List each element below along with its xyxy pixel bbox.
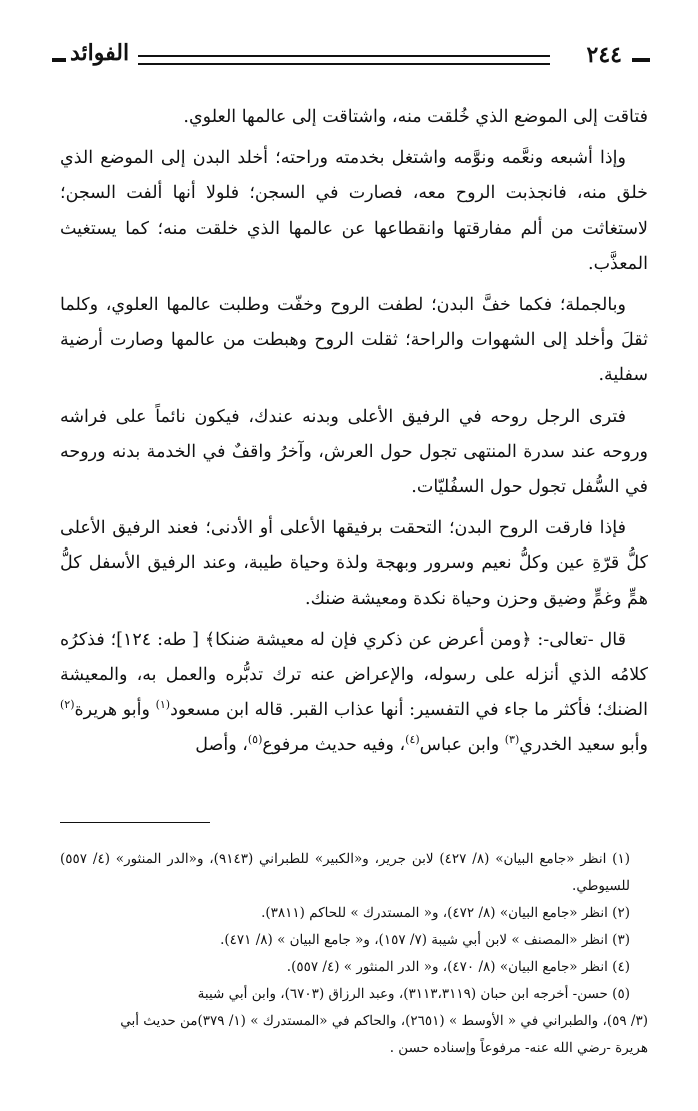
footnote-4: (٤) انظر «جامع البيان» (٨/ ٤٧٠)، و« الدر المنثور » (٤/ ٥٥٧).: [286, 959, 630, 975]
text-segment: وأبو هريرة: [74, 700, 156, 721]
paragraph-5: فإذا فارقت الروح البدن؛ التحقت برفيقها الأعلى أو الأدنى؛ فعند الرفيق الأعلى كلُّ قرّةِ عين وكلُّ نعيم وسرور وبهجة ولذة وحياة طيبة، وعند الرفيق الأسفل كلُّ همٍّ وغمٍّ وضيق وحزن وحياة نكدة ومعيشة ضنك.: [60, 518, 648, 609]
page-number: ٢٤٤: [586, 42, 622, 68]
footnote-ref-4[interactable]: (٤): [405, 733, 420, 747]
text-segment: [ طه: ١٢٤]؛ فذكرُه كلامُه الذي أنزله على رسوله، والإعراض عنه ترك تدبُّره والعمل به، والمعيشة الضنك؛ فأكثر ما جاء في التفسير: أنها عذاب القبر. قاله ابن مسعود: [60, 629, 648, 721]
footnote-ref-5[interactable]: (٥): [247, 733, 263, 747]
text-segment: ، وأصل: [195, 735, 248, 756]
footnote-5-line-1: (٥) حسن- أخرجه ابن حبان (٣١١٣،٣١١٩)، وعبد الرزاق (٦٧٠٣)، وابن أبي شيبة: [197, 986, 630, 1002]
book-title: الفوائد: [70, 40, 130, 66]
paragraph-1: فتاقت إلى الموضع الذي خُلقت منه، واشتاقت إلى عالمها العلوي.: [183, 107, 648, 127]
paragraph-6: [60, 623, 648, 764]
footnote-5-line-2: (٣/ ٥٩)، والطبراني في « الأوسط » (٢٦٥١)، والحاكم في «المستدرك » (١/ ٣٧٩)من حديث أبي: [120, 1013, 648, 1029]
header-dash-left: [52, 58, 66, 62]
footnote-ref-3[interactable]: (٣): [504, 733, 520, 747]
footnote-5-line-3: هريرة -رضي الله عنه- مرفوعاً وإسناده حسن .: [389, 1040, 648, 1056]
page-header: [52, 38, 652, 78]
footnote-2: (٢) انظر «جامع البيان» (٨/ ٤٧٢)، و« المستدرك » للحاكم (٣٨١١).: [261, 905, 630, 921]
footnotes: [60, 846, 648, 1062]
footnote-ref-1[interactable]: (١): [155, 698, 171, 712]
text-segment: وأبو سعيد الخدري: [519, 735, 648, 756]
footnote-separator: [60, 822, 210, 823]
header-double-rule: [138, 55, 550, 65]
footnote-1: (١) انظر «جامع البيان» (٨/ ٤٢٧) لابن جرير، و«الكبير» للطبراني (٩١٤٣)، و«الدر المنثور» (٤/ ٥٥٧) للسيوطي.: [60, 851, 630, 894]
text-segment: قال -تعالى-:: [531, 629, 626, 650]
paragraph-2: وإذا أشبعه ونعَّمه ونوَّمه واشتغل بخدمته وراحته؛ أخلد البدن إلى الموضع الذي خلق منه، فانجذبت الروح معه، فصارت في السجن؛ فلولا أنها ألفت السجن؛ لاستغاثت من ألم مفارقتها وانقطاعها عن عالمها الذي خلقت منه؛ كما يستغيث المعذَّب.: [60, 148, 648, 274]
footnote-ref-2[interactable]: (٢): [60, 698, 75, 712]
quran-verse: ﴿ومن أعرض عن ذكري فإن له معيشة ضنكا﴾: [204, 629, 532, 650]
text-segment: وابن عباس: [419, 735, 505, 756]
paragraph-3: وبالجملة؛ فكما خفَّ البدن؛ لطفت الروح وخفّت وطلبت عالمها العلوي، وكلما ثقلَ وأخلد إلى الشهوات والراحة؛ ثقلت الروح وهبطت من عالمها وصارت أرضية سفلية.: [60, 295, 648, 386]
main-text: [60, 100, 648, 764]
footnote-3: (٣) انظر «المصنف » لابن أبي شيبة (٧/ ١٥٧)، و« جامع البيان » (٨/ ٤٧١).: [220, 932, 630, 948]
header-dash-right: [632, 58, 650, 62]
text-segment: ، وفيه حديث مرفوع: [262, 735, 406, 756]
paragraph-4: فترى الرجل روحه في الرفيق الأعلى وبدنه عندك، فيكون نائماً على فراشه وروحه عند سدرة المنتهى تجول حول العرش، وآخرُ واقفٌ في الخدمة بدنه وروحه في السُّفل تجول حول السفُليّات.: [60, 406, 648, 498]
